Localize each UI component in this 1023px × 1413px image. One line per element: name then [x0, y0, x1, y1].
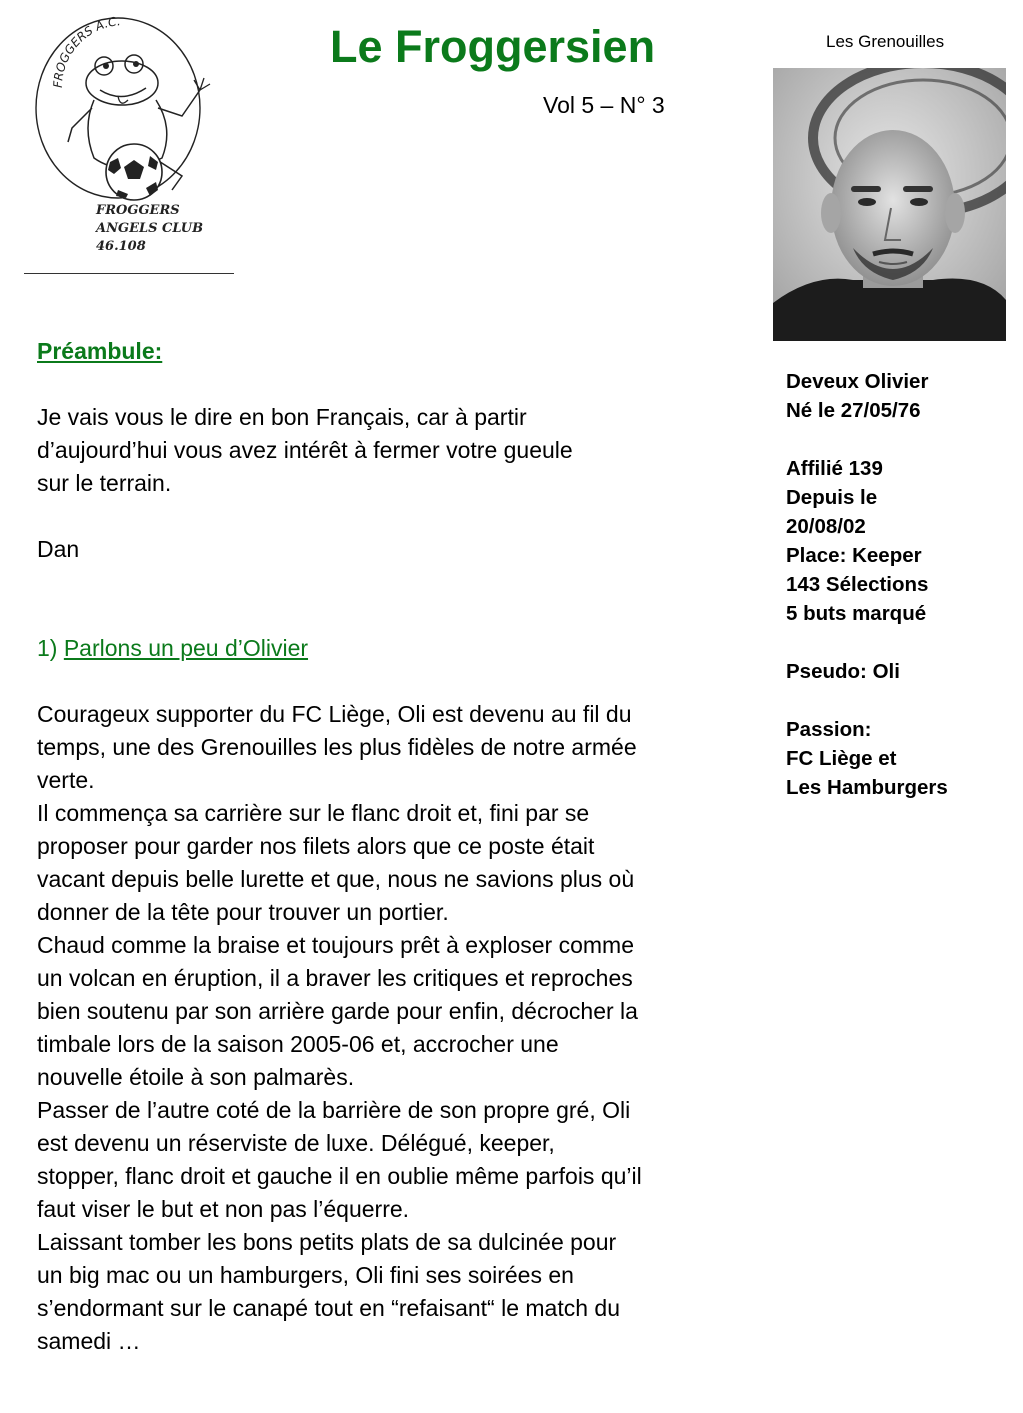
- profile-gap: [786, 686, 1006, 715]
- article-line: un big mac ou un hamburgers, Oli fini ses soirées en: [37, 1262, 574, 1288]
- preamble-line: sur le terrain.: [37, 470, 172, 496]
- article-line: temps, une des Grenouilles les plus fidèles de notre armée: [37, 734, 637, 760]
- profile-since-label: Depuis le: [786, 486, 878, 509]
- preamble-line: Je vais vous le dire en bon Français, car à partir: [37, 404, 527, 430]
- preamble-signature: Dan: [37, 536, 80, 562]
- article-line: verte.: [37, 767, 95, 793]
- preamble-line: d’aujourd’hui vous avez intérêt à fermer votre gueule: [37, 437, 573, 463]
- svg-text:ANGELS CLUB: ANGELS CLUB: [96, 221, 204, 236]
- article-line: Courageux supporter du FC Liège, Oli est devenu au fil du: [37, 701, 632, 727]
- paragraph-gap: [37, 665, 767, 698]
- article-line: un volcan en éruption, il a braver les critiques et reproches: [37, 965, 633, 991]
- section-heading: [37, 632, 767, 665]
- article-line: nouvelle étoile à son palmarès.: [37, 1064, 355, 1090]
- section-title: Parlons un peu d’Olivier: [63, 635, 309, 661]
- section-number: 1): [37, 635, 58, 661]
- profile-selections: 143 Sélections: [786, 573, 929, 596]
- article-line: timbale lors de la saison 2005-06 et, accrocher une: [37, 1031, 559, 1057]
- svg-text:FROGGERS A.C.: FROGGERS A.C.: [50, 14, 122, 89]
- team-label: Les Grenouilles: [826, 32, 945, 51]
- profile-since-date: 20/08/02: [786, 515, 866, 538]
- article-line: Passer de l’autre coté de la barrière de son propre gré, Oli: [37, 1097, 631, 1123]
- logo-divider: [24, 273, 234, 274]
- paragraph-gap: [37, 500, 767, 533]
- profile-gap: [786, 628, 1006, 657]
- newsletter-title: Le Froggersien: [330, 21, 656, 72]
- article-line: s’endormant sur le canapé tout en “refaisant“ le match du: [37, 1295, 620, 1321]
- player-profile: [786, 367, 1006, 802]
- article-line: vacant depuis belle lurette et que, nous ne savions plus où: [37, 866, 635, 892]
- article-line: stopper, flanc droit et gauche il en oublie même parfois qu’il: [37, 1163, 642, 1189]
- preamble-heading: Préambule:: [37, 338, 163, 364]
- article-line: faut viser le but et non pas l’équerre.: [37, 1196, 410, 1222]
- volume-issue: Vol 5 – N° 3: [543, 92, 665, 118]
- svg-text:46.108: 46.108: [96, 239, 146, 254]
- article-line: Laissant tomber les bons petits plats de sa dulcinée pour: [37, 1229, 617, 1255]
- article-line: Il commença sa carrière sur le flanc droit et, fini par se: [37, 800, 590, 826]
- profile-passion-line: FC Liège et: [786, 747, 897, 770]
- profile-position: Place: Keeper: [786, 544, 922, 567]
- article-line: donner de la tête pour trouver un portier.: [37, 899, 449, 925]
- frog-with-football-logo-icon: [22, 8, 236, 278]
- paragraph-gap: [37, 368, 767, 401]
- player-photo: [773, 68, 1006, 341]
- article-line: bien soutenu par son arrière garde pour enfin, décrocher la: [37, 998, 638, 1024]
- main-article: [37, 335, 767, 1358]
- paragraph-gap: [37, 566, 767, 599]
- profile-born: Né le 27/05/76: [786, 399, 921, 422]
- article-line: est devenu un réserviste de luxe. Délégué, keeper,: [37, 1130, 555, 1156]
- profile-name: Deveux Olivier: [786, 370, 929, 393]
- profile-passion-line: Les Hamburgers: [786, 776, 948, 799]
- paragraph-gap: [37, 599, 767, 632]
- article-line: samedi …: [37, 1328, 141, 1354]
- club-logo: [22, 8, 236, 278]
- svg-text:FROGGERS: FROGGERS: [96, 203, 180, 218]
- article-line: proposer pour garder nos filets alors que ce poste était: [37, 833, 595, 859]
- profile-gap: [786, 425, 1006, 454]
- article-line: Chaud comme la braise et toujours prêt à exploser comme: [37, 932, 635, 958]
- profile-pseudo: Pseudo: Oli: [786, 660, 900, 683]
- profile-goals: 5 buts marqué: [786, 602, 927, 625]
- profile-affiliation: Affilié 139: [786, 457, 883, 480]
- player-portrait-photo-icon: [773, 68, 1006, 341]
- profile-passion-label: Passion:: [786, 718, 872, 741]
